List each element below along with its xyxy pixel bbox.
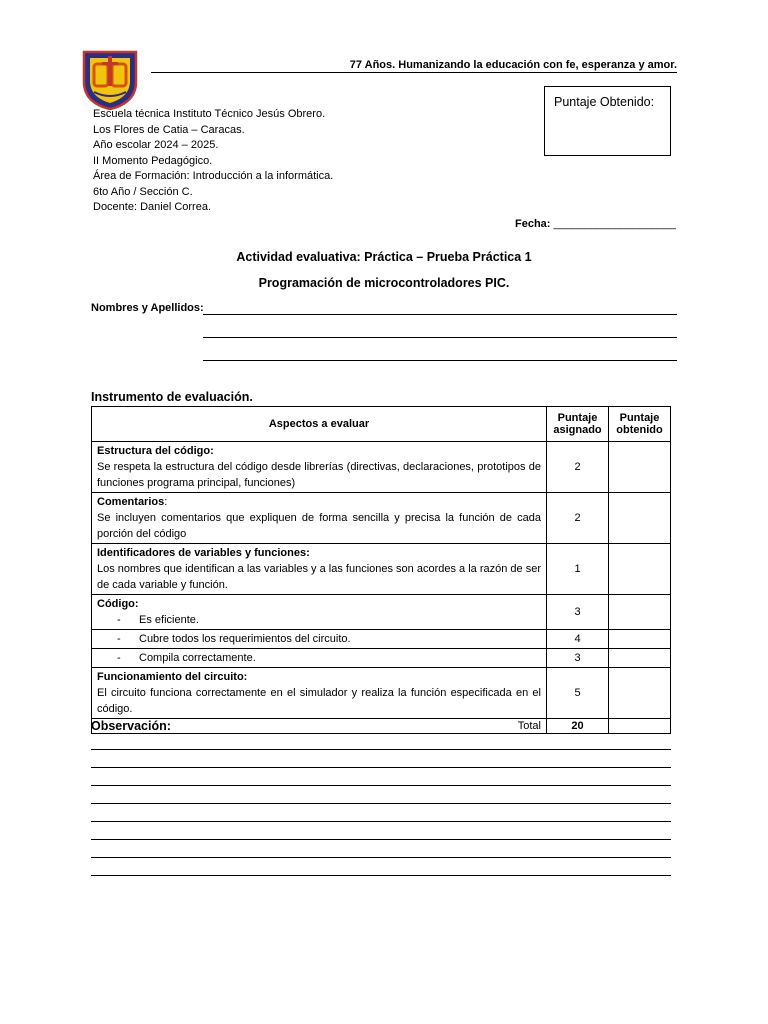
observation-line bbox=[91, 857, 671, 858]
school-info bbox=[93, 107, 333, 216]
aspect-title: Identificadores de variables y funciones: bbox=[97, 547, 310, 559]
table-header-row bbox=[92, 407, 671, 442]
instrument-title: Instrumento de evaluación. bbox=[91, 390, 253, 404]
bullet-dash: - bbox=[117, 633, 121, 645]
teacher: Docente: Daniel Correa. bbox=[93, 201, 212, 213]
aspect-cell bbox=[92, 649, 547, 668]
observation-line bbox=[91, 875, 671, 876]
obtained-points bbox=[609, 649, 671, 668]
header-aspects: Aspectos a evaluar bbox=[92, 407, 547, 442]
score-box bbox=[544, 86, 671, 156]
aspect-cell bbox=[92, 442, 547, 493]
school-crest-logo bbox=[80, 48, 140, 110]
bullet-item bbox=[97, 650, 541, 666]
total-points: 20 bbox=[547, 719, 609, 734]
table-row bbox=[92, 493, 671, 544]
table-row bbox=[92, 649, 671, 668]
aspect-title: Funcionamiento del circuito: bbox=[97, 671, 248, 683]
assigned-points: 3 bbox=[547, 649, 609, 668]
table-row bbox=[92, 630, 671, 649]
bullet-item bbox=[97, 631, 541, 647]
header-obtained: Puntaje obtenido bbox=[609, 407, 671, 442]
motto-underline bbox=[151, 72, 677, 73]
aspect-cell bbox=[92, 630, 547, 649]
total-label: Total bbox=[92, 719, 547, 734]
assigned-points: 1 bbox=[547, 544, 609, 595]
aspect-text: Se respeta la estructura del código desde librerías (directivas, declaraciones, prototipos de funciones programa principal, funciones) bbox=[97, 461, 541, 489]
bullet-item bbox=[97, 612, 541, 628]
aspect-text: El circuito funciona correctamente en el simulador y realiza la función especificada en el código. bbox=[97, 687, 541, 715]
names-line bbox=[203, 360, 677, 361]
obtained-points bbox=[609, 544, 671, 595]
school-year: Año escolar 2024 – 2025. bbox=[93, 139, 219, 151]
school-name: Escuela técnica Instituto Técnico Jesús Obrero. bbox=[93, 108, 326, 120]
obtained-points bbox=[609, 595, 671, 630]
bullet-text: Compila correctamente. bbox=[139, 652, 256, 664]
evaluation-table bbox=[91, 406, 671, 734]
observation-line bbox=[91, 821, 671, 822]
assigned-points: 4 bbox=[547, 630, 609, 649]
table-row bbox=[92, 544, 671, 595]
pedagogical-moment: II Momento Pedagógico. bbox=[93, 154, 213, 167]
observation-line bbox=[91, 749, 671, 750]
assigned-points: 3 bbox=[547, 595, 609, 630]
names-label-text: Nombres y Apellidos: bbox=[91, 302, 204, 314]
observation-line bbox=[91, 767, 671, 768]
names-line bbox=[203, 337, 677, 338]
obtained-points bbox=[609, 630, 671, 649]
date-field bbox=[515, 218, 676, 230]
table-row bbox=[92, 595, 671, 630]
subject-title: Programación de microcontroladores PIC. bbox=[258, 276, 510, 290]
aspect-cell bbox=[92, 493, 547, 544]
obtained-points bbox=[609, 493, 671, 544]
school-location: Los Flores de Catia – Caracas. bbox=[93, 123, 245, 136]
aspect-title-suffix: : bbox=[164, 496, 168, 508]
aspect-text: Los nombres que identifican a las variables y a las funciones son acordes a la razón de ser de cada variable y función. bbox=[97, 563, 541, 591]
bullet-dash: - bbox=[117, 652, 121, 664]
observation-line bbox=[91, 839, 671, 840]
bullet-text: Es eficiente. bbox=[139, 614, 199, 626]
names-line bbox=[203, 314, 677, 315]
aspect-cell bbox=[92, 668, 547, 719]
score-box-label: Puntaje Obtenido: bbox=[554, 95, 655, 109]
table-row bbox=[92, 668, 671, 719]
bullet-dash: - bbox=[117, 614, 121, 626]
observation-label: Observación: bbox=[91, 719, 171, 733]
aspect-title: Estructura del código: bbox=[97, 445, 214, 457]
obtained-points bbox=[609, 442, 671, 493]
grade-section: 6to Año / Sección C. bbox=[93, 185, 193, 198]
observation-line bbox=[91, 785, 671, 786]
table-total-row bbox=[92, 719, 671, 734]
training-area: Área de Formación: Introducción a la informática. bbox=[93, 170, 334, 182]
assigned-points: 5 bbox=[547, 668, 609, 719]
table-row bbox=[92, 442, 671, 493]
assigned-points: 2 bbox=[547, 442, 609, 493]
bullet-text: Cubre todos los requerimientos del circuito. bbox=[139, 633, 351, 645]
assigned-points: 2 bbox=[547, 493, 609, 544]
observation-line bbox=[91, 803, 671, 804]
date-blank: ____________________ bbox=[553, 218, 676, 230]
aspect-title: Comentarios bbox=[97, 496, 165, 508]
aspect-cell bbox=[92, 544, 547, 595]
obtained-points bbox=[609, 668, 671, 719]
activity-title: Actividad evaluativa: Práctica – Prueba Práctica 1 bbox=[236, 250, 532, 264]
aspect-title: Código: bbox=[97, 598, 139, 610]
total-obtained bbox=[609, 719, 671, 734]
header-assigned: Puntaje asignado bbox=[547, 407, 609, 442]
names-label bbox=[91, 302, 204, 314]
date-label: Fecha: bbox=[515, 218, 551, 230]
school-motto: 77 Años. Humanizando la educación con fe, esperanza y amor. bbox=[349, 59, 677, 71]
aspect-cell bbox=[92, 595, 547, 630]
aspect-text: Se incluyen comentarios que expliquen de forma sencilla y precisa la función de cada porción del código bbox=[97, 512, 541, 540]
